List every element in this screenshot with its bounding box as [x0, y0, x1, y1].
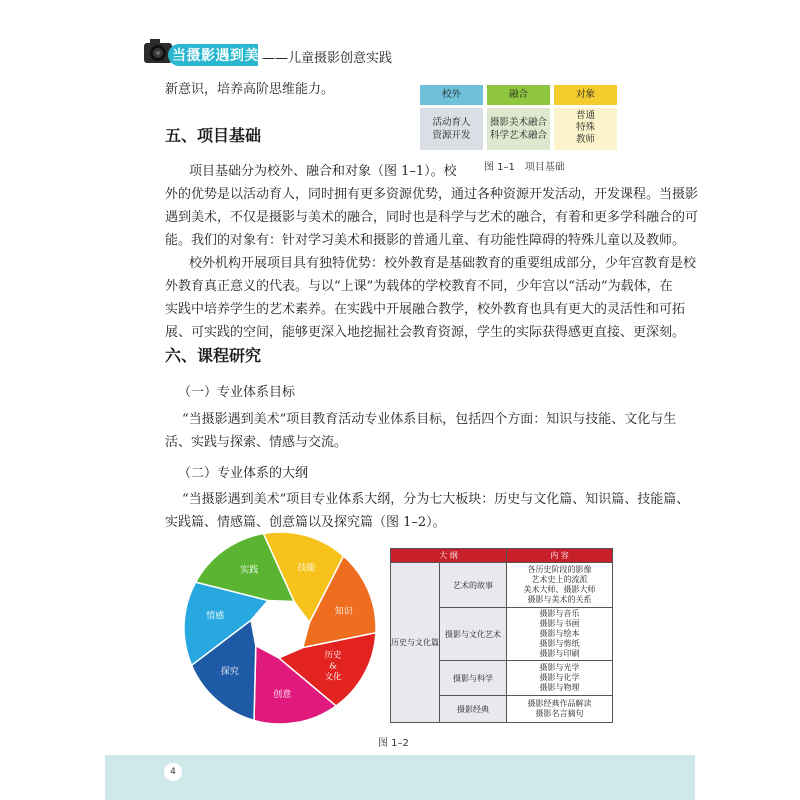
sec5-line: 外教育真正意义的代表。与以“上课”为载体的学校教育不同，少年宫以“活动”为载体，在: [165, 279, 673, 294]
wheel-label: 文化: [324, 672, 342, 683]
wheel-label: 知识: [334, 607, 353, 618]
outline-row-name: 摄影与科学: [440, 661, 507, 696]
wheel-label: 实践: [240, 565, 259, 576]
fig1-body-fusion: 摄影美术融合 科学艺术融合: [487, 108, 550, 150]
sub2-line: “当摄影遇到美术”项目专业体系大纲，分为七大板块：历史与文化篇、知识篇、技能篇、: [182, 492, 690, 507]
paragraph-intro: 新意识，培养高阶思维能力。: [165, 82, 335, 97]
outline-row-name: 摄影经典: [440, 696, 507, 723]
wheel-label: 探究: [220, 666, 239, 677]
wheel-label: 技能: [297, 563, 316, 574]
sec5-line: 校外机构开展项目具有独特优势：校外教育是基础教育的重要组成部分，少年宫教育是校: [189, 256, 697, 271]
section-5-title: 五、项目基础: [165, 126, 262, 145]
page-number: 4: [164, 763, 182, 781]
sec5-line: 外的优势是以活动育人，同时拥有更多资源优势，通过各种资源开发活动，开发课程。当摄影: [165, 187, 699, 202]
outline-row-name: 艺术的故事: [440, 563, 507, 608]
fig2-caption: 图 1–2: [378, 738, 409, 749]
curriculum-wheel-diagram: [180, 528, 380, 728]
fig1-head-target: 对象: [554, 85, 617, 105]
sec5-line: 遇到美术，不仅是摄影与美术的融合，同时也是科学与艺术的融合，有着和更多学科融合的可: [165, 210, 699, 225]
header-title: 当摄影遇到美术: [172, 48, 274, 64]
subsection-1-title: （一）专业体系目标: [178, 385, 296, 400]
outline-row-name: 摄影与文化艺术: [440, 608, 507, 661]
outline-row-items: 各历史阶段的影像 艺术史上的流派 美术大师、摄影大师 摄影与美术的关系: [507, 563, 613, 608]
outline-head-outline: 大 纲: [391, 549, 507, 563]
wheel-center: [254, 602, 306, 654]
fig1-head-outside: 校外: [420, 85, 483, 105]
sec5-line: 能。我们的对象有：针对学习美术和摄影的普通儿童、有功能性障碍的特殊儿童以及教师。: [165, 233, 686, 248]
fig1-body-outside: 活动育人 资源开发: [420, 108, 483, 150]
wheel-label: 情感: [206, 611, 225, 622]
footer-band: [105, 755, 695, 800]
outline-table: [390, 548, 613, 723]
outline-group: 历史与文化篇: [391, 563, 440, 723]
sec5-line: 项目基础分为校外、融合和对象（图 1–1）。校: [189, 164, 457, 179]
wheel-label: 创意: [273, 689, 292, 700]
outline-row-items: 摄影与音乐 摄影与书画 摄影与绘本 摄影与剪纸 摄影与印刷: [507, 608, 613, 661]
outline-row-items: 摄影经典作品解读 摄影名言摘句: [507, 696, 613, 723]
sub1-line: “当摄影遇到美术”项目教育活动专业体系目标，包括四个方面：知识与技能、文化与生: [182, 412, 677, 427]
sub1-line: 活、实践与探索、情感与交流。: [165, 435, 348, 450]
outline-head-content: 内 容: [507, 549, 613, 563]
sec5-line: 展、可实践的空间，能够更深入地挖掘社会教育资源，学生的实际获得感更直接、更深刻。: [165, 325, 686, 340]
fig1-body-target: 普通 特殊 教师: [554, 108, 617, 150]
wheel-label: 历史: [324, 650, 342, 661]
fig1-head-fusion: 融合: [487, 85, 550, 105]
wheel-label: &: [329, 661, 337, 672]
fig1-caption: 图 1–1 项目基础: [484, 162, 565, 173]
outline-row-items: 摄影与光学 摄影与化学 摄影与物理: [507, 661, 613, 696]
subsection-2-title: （二）专业体系的大纲: [178, 466, 309, 481]
sub2-line: 实践篇、情感篇、创意篇以及探究篇（图 1–2）。: [165, 515, 446, 530]
header-subtitle: ——儿童摄影创意实践: [262, 51, 393, 66]
section-6-title: 六、课程研究: [165, 346, 262, 365]
sec5-line: 实践中培养学生的艺术素养。在实践中开展融合教学，校外教育也具有更大的灵活性和可拓: [165, 302, 686, 317]
